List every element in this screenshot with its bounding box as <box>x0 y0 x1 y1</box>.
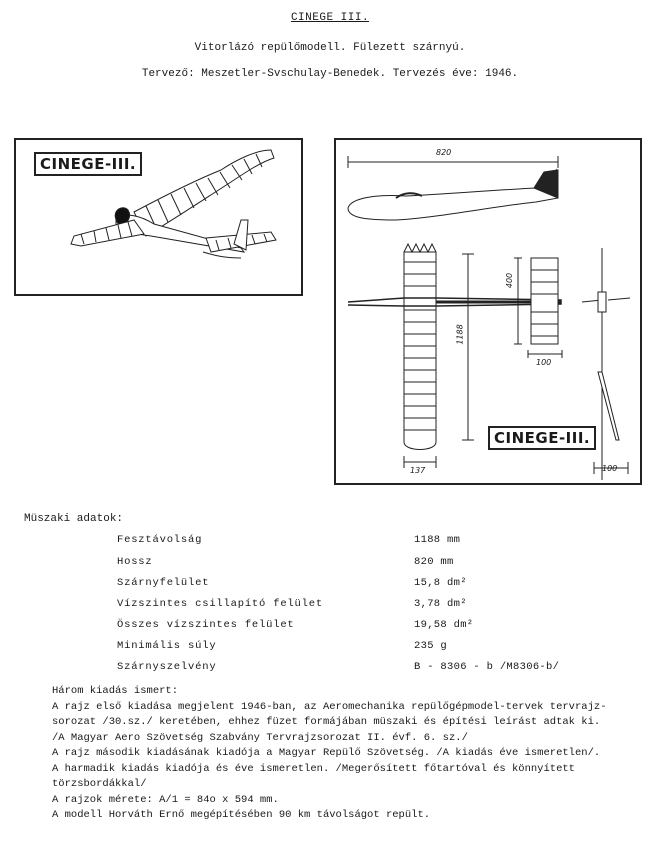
spec-value-span: 1188 mm <box>414 534 461 546</box>
spec-value-length: 820 mm <box>414 556 454 568</box>
spec-label-length: Hossz <box>117 556 153 568</box>
dimension-tail-chord: 100 <box>536 358 552 367</box>
dimension-length: 820 <box>436 148 452 157</box>
spec-label-total-area: Összes vízszintes felület <box>117 619 295 631</box>
edition-notes <box>52 684 607 824</box>
dimension-span: 1188 <box>455 324 465 345</box>
document-subtitle: Vitorlázó repülőmodell. Fülezett szárnyú. <box>194 42 466 54</box>
technical-drawing-box <box>334 138 642 485</box>
drawing-model-label: CINEGE-III. <box>488 426 596 450</box>
notes-line: A harmadik kiadás kiadója és éve ismeretlen. /Megerősített főtartóval és könnyített <box>52 762 575 775</box>
spec-label-span: Fesztávolság <box>117 534 203 546</box>
notes-line: /A Magyar Aero Szövetség Szabvány Tervrajzsorozat II. évf. 6. sz./ <box>52 731 468 744</box>
notes-line: A rajzok mérete: A/1 = 84o x 594 mm. <box>52 793 279 806</box>
spec-value-min-weight: 235 g <box>414 640 448 652</box>
dimension-wing-chord: 137 <box>410 466 426 475</box>
notes-line: sorozat /30.sz./ keretében, ehhez füzet formájában müszaki és építési leírást adtak ki. <box>52 716 601 728</box>
glider-perspective-sketch <box>16 140 301 294</box>
spec-label-stabilizer-area: Vízszintes csillapító felület <box>117 598 323 610</box>
spec-value-airfoil: B - 8306 - b /M8306-b/ <box>414 661 560 673</box>
spec-label-airfoil: Szárnyszelvény <box>117 661 217 673</box>
dimension-tail-span: 400 <box>505 272 515 289</box>
specs-heading: Müszaki adatok: <box>24 513 124 525</box>
document-title: CINEGE III. <box>290 12 370 24</box>
spec-label-min-weight: Minimális súly <box>117 640 217 652</box>
notes-line: A rajz első kiadása megjelent 1946-ban, az Aeromechanika repülőgépmodel-tervek tervrajz- <box>52 700 607 713</box>
spec-value-total-area: 19,58 dm² <box>414 619 474 631</box>
notes-line: A rajz második kiadásának kiadója a Magyar Repülő Szövetség. /A kiadás éve ismeretlen/. <box>52 747 601 759</box>
spec-value-wing-area: 15,8 dm² <box>414 577 467 589</box>
perspective-model-label: CINEGE-III. <box>34 152 142 176</box>
notes-line: A modell Horváth Ernő megépítésében 90 km távolságot repült. <box>52 809 431 821</box>
spec-label-wing-area: Szárnyfelület <box>117 577 210 589</box>
spec-value-stabilizer-area: 3,78 dm² <box>414 598 467 610</box>
designer-line: Tervező: Meszetler-Svschulay-Benedek. Tervezés éve: 1946. <box>141 68 519 80</box>
notes-line: Három kiadás ismert: <box>52 685 179 697</box>
perspective-drawing-box <box>14 138 303 296</box>
notes-line: törzsbordákkal/ <box>52 778 147 790</box>
dimension-fin-width: 100 <box>602 464 618 473</box>
